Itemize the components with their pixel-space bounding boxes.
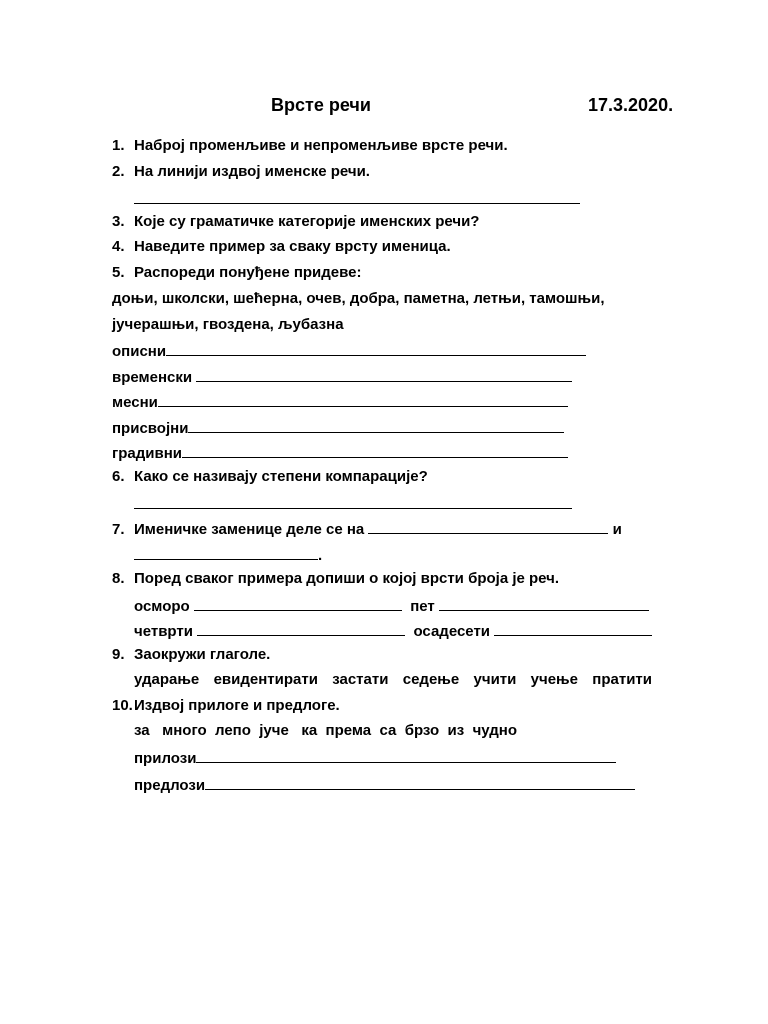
word: брзо: [404, 722, 440, 739]
word: са: [379, 722, 397, 739]
answer-blank[interactable]: [134, 545, 318, 560]
question-1: [112, 137, 508, 155]
question-number: 3.: [112, 213, 125, 230]
answer-blank[interactable]: [194, 596, 402, 611]
question-9: [112, 646, 270, 664]
adverbs-row: [134, 748, 616, 768]
question-4: [112, 238, 451, 256]
question-text: Именичке заменице деле се на: [134, 521, 365, 538]
question-text: На линији издвој именске речи.: [134, 163, 370, 180]
category-possessive: [112, 418, 564, 438]
answer-blank[interactable]: [494, 621, 652, 636]
word-choice[interactable]: евидентирати: [213, 671, 318, 688]
category-label: присвојни: [112, 420, 189, 437]
worksheet-date: 17.3.2020.: [588, 95, 674, 115]
word-choice[interactable]: ударање: [134, 671, 200, 688]
question-number: 4.: [112, 238, 125, 255]
question-text: Заокружи глаголе.: [134, 646, 271, 663]
question-number: 6.: [112, 468, 125, 485]
worksheet-title: Врсте речи: [271, 95, 371, 115]
word: лепо: [215, 722, 251, 739]
category-label: временски: [112, 369, 193, 386]
word: ка: [301, 722, 318, 739]
answer-line-2[interactable]: [134, 189, 580, 209]
adjective-list-line-2: јучерашњи, гвоздена, љубазна: [112, 316, 344, 333]
category-label: месни: [112, 394, 158, 411]
prepositions-label: предлози: [134, 777, 206, 794]
prepositions-row: [134, 775, 635, 795]
word-choice[interactable]: застати: [332, 671, 389, 688]
question-number: 1.: [112, 137, 125, 154]
question-2: [112, 163, 370, 181]
question-number: 8.: [112, 570, 125, 587]
answer-blank[interactable]: [166, 341, 586, 356]
word: према: [325, 722, 372, 739]
answer-blank[interactable]: [439, 596, 649, 611]
question-5: [112, 264, 362, 282]
verb-choice-row: [134, 671, 652, 689]
question-text: Које су граматичке категорије именских речи?: [134, 213, 480, 230]
question-text: Поред сваког примера допиши о којој врсти броја је реч.: [134, 570, 560, 587]
word: за: [134, 722, 150, 739]
word-choice[interactable]: учити: [473, 671, 517, 688]
answer-blank[interactable]: [182, 443, 568, 458]
example-word: осморо: [134, 598, 190, 615]
question-3: [112, 213, 479, 231]
question-number: 5.: [112, 264, 125, 281]
question-text: Распореди понуђене придеве:: [134, 264, 362, 281]
category-temporal: [112, 367, 572, 387]
category-locative: [112, 392, 568, 412]
question-text: Издвој прилоге и предлоге.: [134, 697, 340, 714]
example-word: осадесети: [413, 623, 491, 640]
number-example-row-2: [134, 621, 652, 641]
answer-line-7: [134, 545, 322, 565]
answer-blank[interactable]: [205, 775, 635, 790]
word: чудно: [472, 722, 517, 739]
word: јуче: [259, 722, 289, 739]
word: из: [447, 722, 465, 739]
answer-blank[interactable]: [196, 748, 616, 763]
number-example-row-1: [134, 596, 649, 616]
question-text: Наведите пример за сваку врсту именица.: [134, 238, 451, 255]
answer-blank[interactable]: [134, 189, 580, 204]
question-8: [112, 570, 559, 588]
question-number: 9.: [112, 646, 125, 663]
category-label: описни: [112, 343, 167, 360]
adjective-list-line-1: доњи, школски, шећерна, очев, добра, паметна, летњи, тамошњи,: [112, 290, 605, 307]
example-word: пет: [410, 598, 435, 615]
question-number: 2.: [112, 163, 125, 180]
sentence-end: .: [318, 547, 323, 564]
answer-blank[interactable]: [188, 418, 564, 433]
question-number: 10.: [112, 697, 133, 714]
question-number: 7.: [112, 521, 125, 538]
word-choice[interactable]: седење: [402, 671, 460, 688]
category-material: [112, 443, 568, 463]
question-text: Како се називају степени компарације?: [134, 468, 428, 485]
answer-blank[interactable]: [158, 392, 568, 407]
question-6: [112, 468, 428, 486]
conjunction: и: [612, 521, 622, 538]
answer-line-6[interactable]: [134, 494, 572, 514]
question-text: Наброј променљиве и непроменљиве врсте речи.: [134, 137, 508, 154]
answer-blank[interactable]: [368, 519, 608, 534]
answer-blank[interactable]: [134, 494, 572, 509]
word: много: [162, 722, 207, 739]
category-label: градивни: [112, 445, 182, 462]
adverbs-label: прилози: [134, 750, 197, 767]
answer-blank[interactable]: [197, 621, 405, 636]
word-list-row: [134, 722, 517, 740]
question-10: [112, 697, 340, 715]
question-7: [112, 519, 622, 539]
word-choice[interactable]: пратити: [592, 671, 652, 688]
word-choice[interactable]: учење: [530, 671, 578, 688]
answer-blank[interactable]: [196, 367, 572, 382]
category-descriptive: [112, 341, 586, 361]
example-word: четврти: [134, 623, 193, 640]
